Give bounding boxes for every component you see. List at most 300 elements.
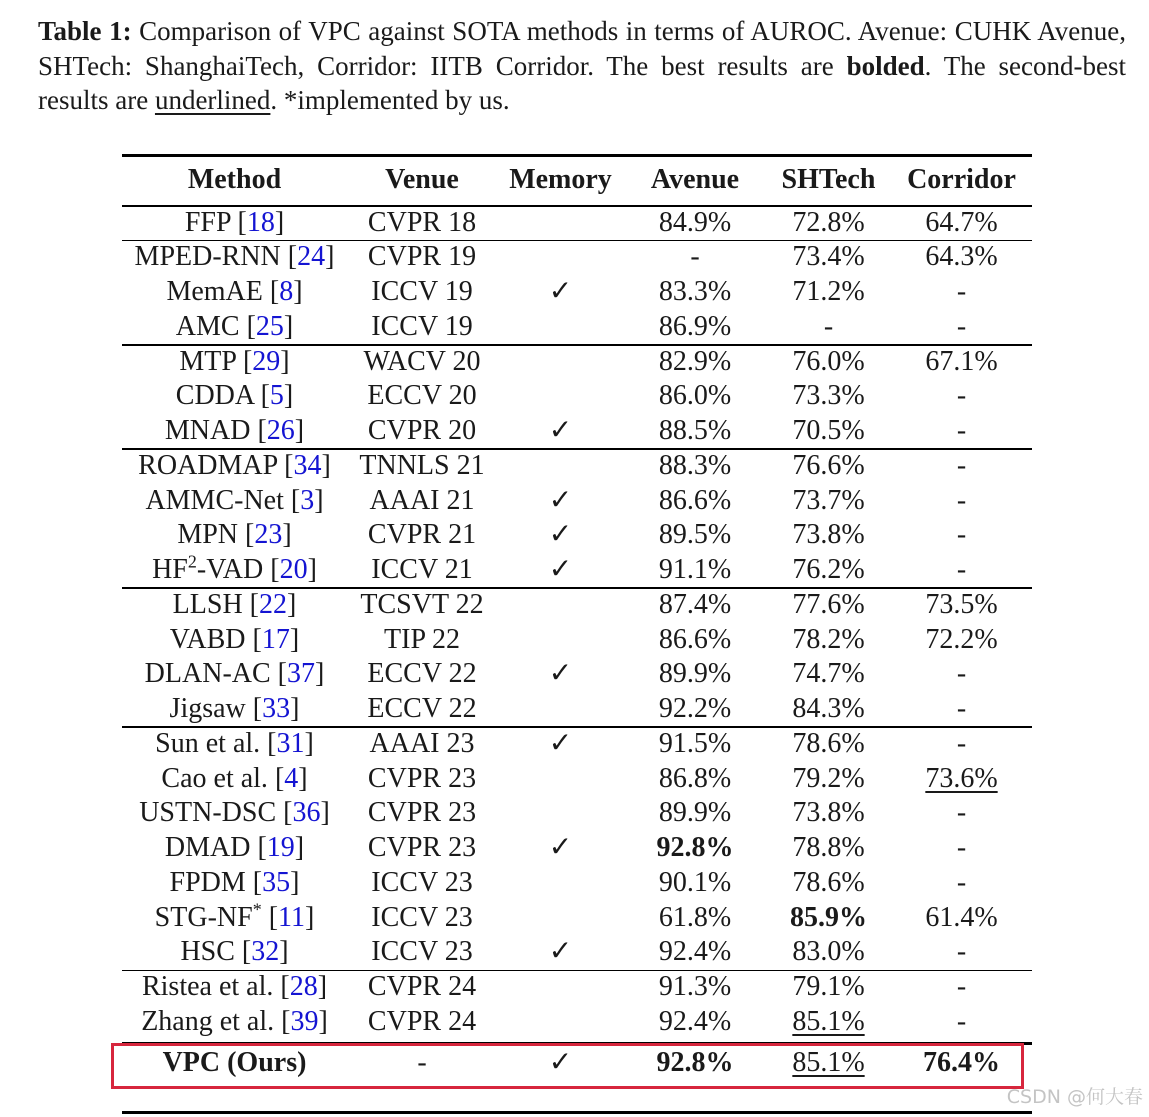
table-row: [122, 449, 1032, 484]
shtech-value: 85.9%: [790, 901, 867, 933]
shtech-value: 76.0%: [792, 345, 865, 377]
corridor-cell: [891, 518, 1032, 553]
shtech-cell: [766, 1005, 891, 1040]
method-cell: HSC [32]: [180, 936, 289, 968]
venue-cell: [347, 657, 497, 692]
avenue-value: 86.8%: [658, 762, 732, 794]
avenue-cell: [624, 240, 766, 275]
corridor-cell: [891, 449, 1032, 484]
venue-value: ICCV 23: [371, 901, 473, 933]
method-name: MNAD: [164, 415, 251, 446]
table-row: [122, 657, 1032, 692]
shtech-value: 72.8%: [792, 206, 865, 238]
corridor-value: -: [956, 658, 967, 690]
method-cell: MPED-RNN [24]: [134, 241, 335, 273]
citation-link[interactable]: 35: [262, 866, 291, 898]
method-name: MPN: [177, 519, 239, 551]
venue-cell: [347, 935, 497, 970]
shtech-value: 76.6%: [792, 449, 865, 481]
corridor-value: -: [956, 1005, 967, 1037]
citation-link[interactable]: 23: [254, 519, 283, 551]
venue-cell: [347, 692, 497, 727]
method-cell: $HF^2$-VAD [20]: [152, 551, 317, 585]
memory-cell: [497, 727, 624, 762]
shtech-value: 73.8%: [792, 797, 865, 829]
table-row: [122, 414, 1032, 449]
method-name: Zhang et al.: [141, 1005, 275, 1037]
corridor-cell: [891, 970, 1032, 1005]
header-avenue: Avenue: [650, 164, 740, 195]
avenue-value: 88.3%: [658, 449, 732, 481]
method-name: FFP: [184, 206, 231, 238]
shtech-cell: [766, 657, 891, 692]
table-row: [122, 796, 1032, 831]
header-shtech: SHTech: [781, 164, 876, 195]
method-name: STG-NF: [154, 901, 253, 933]
shtech-value: -: [823, 310, 834, 342]
corridor-value: -: [956, 832, 967, 863]
citation-link[interactable]: 34: [293, 449, 322, 481]
corridor-cell: [891, 657, 1032, 692]
avenue-value: 86.6%: [658, 623, 732, 655]
venue-value: AAAI 21: [369, 484, 475, 516]
venue-value: ICCV 19: [371, 276, 473, 307]
ours-highlight-box: [111, 1043, 1024, 1089]
corridor-cell: [891, 935, 1032, 970]
table-row: [122, 588, 1032, 623]
citation-link[interactable]: 37: [287, 658, 315, 690]
venue-cell: [347, 762, 497, 797]
table-row: [122, 275, 1032, 310]
method-name: DMAD: [164, 832, 251, 863]
avenue-cell: [624, 588, 766, 623]
shtech-value: 78.8%: [792, 832, 865, 863]
caption-label: Table 1:: [38, 16, 132, 46]
table-row: [122, 970, 1032, 1005]
corridor-cell: [891, 484, 1032, 519]
corridor-value: -: [956, 866, 967, 898]
avenue-cell: [624, 206, 766, 241]
corridor-value: -: [956, 415, 967, 446]
citation-link[interactable]: 24: [297, 241, 326, 273]
shtech-value: 85.1%: [792, 1005, 865, 1037]
memory-cell: [497, 657, 624, 692]
citation-link[interactable]: 28: [289, 971, 318, 1002]
corridor-value: 73.6%: [925, 762, 998, 794]
avenue-cell: [624, 1005, 766, 1040]
shtech-value: 73.7%: [792, 484, 865, 516]
venue-value: CVPR 24: [367, 1005, 477, 1037]
shtech-cell: [766, 310, 891, 345]
shtech-cell: [766, 379, 891, 414]
table-row: [122, 518, 1032, 553]
venue-cell: [347, 449, 497, 484]
avenue-value: 92.4%: [658, 1005, 732, 1037]
header-method: Method: [187, 164, 282, 195]
corridor-value: 61.4%: [925, 901, 998, 933]
method-cell: MPN [23]: [177, 519, 292, 551]
venue-cell: [347, 310, 497, 345]
avenue-value: 90.1%: [658, 866, 732, 898]
venue-value: AAAI 23: [369, 727, 475, 759]
venue-value: ECCV 22: [367, 693, 477, 724]
shtech-value: 78.6%: [792, 727, 865, 759]
method-cell: ROADMAP [34]: [138, 449, 331, 481]
avenue-cell: [624, 901, 766, 936]
shtech-cell: [766, 275, 891, 310]
method-name: HF: [152, 554, 188, 585]
method-name: VABD: [169, 623, 246, 655]
shtech-value: 71.2%: [792, 276, 865, 307]
table-row: [122, 692, 1032, 727]
method-name: Jigsaw: [169, 693, 246, 724]
corridor-cell: [891, 796, 1032, 831]
corridor-cell: [891, 414, 1032, 449]
venue-cell: [347, 588, 497, 623]
method-name: Cao et al.: [161, 762, 268, 794]
shtech-cell: [766, 206, 891, 241]
table-row: [122, 1005, 1032, 1040]
venue-value: WACV 20: [363, 345, 481, 377]
avenue-cell: [624, 484, 766, 519]
method-name: MTP: [179, 345, 236, 377]
table-row: [122, 727, 1032, 762]
shtech-cell: [766, 518, 891, 553]
shtech-cell: [766, 796, 891, 831]
table-row: [122, 901, 1032, 936]
corridor-value: -: [956, 276, 967, 307]
method-cell: LLSH [22]: [172, 588, 297, 620]
method-cell: VABD [17]: [169, 623, 300, 655]
corridor-value: -: [956, 936, 967, 968]
corridor-cell: [891, 240, 1032, 275]
avenue-value: -: [690, 241, 700, 273]
table-row: [122, 553, 1032, 588]
watermark: CSDN @何大春: [1006, 1086, 1143, 1108]
avenue-cell: [624, 414, 766, 449]
shtech-value: 79.2%: [792, 762, 865, 794]
shtech-cell: [766, 762, 891, 797]
venue-cell: [347, 866, 497, 901]
method-cell: Sun et al. [31]: [155, 727, 314, 759]
method-name: CDDA: [175, 380, 254, 412]
avenue-value: 83.3%: [658, 276, 732, 307]
avenue-cell: [624, 935, 766, 970]
citation-link[interactable]: 36: [292, 797, 321, 829]
method-cell: FFP [18]: [184, 206, 285, 238]
shtech-value: 73.4%: [792, 241, 865, 273]
header-memory: Memory: [509, 164, 612, 195]
memory-value: ✓: [548, 554, 573, 585]
venue-value: ICCV 23: [371, 936, 473, 968]
citation-link[interactable]: 18: [246, 206, 275, 238]
citation-link[interactable]: 22: [259, 588, 287, 620]
memory-value: ✓: [548, 936, 573, 968]
method-name: Ristea et al.: [141, 971, 274, 1002]
citation-link[interactable]: 5: [269, 380, 284, 412]
shtech-cell: [766, 727, 891, 762]
corridor-cell: [891, 901, 1032, 936]
method-cell: Zhang et al. [39]: [141, 1005, 328, 1037]
venue-cell: [347, 240, 497, 275]
corridor-cell: [891, 727, 1032, 762]
avenue-cell: [624, 623, 766, 658]
avenue-value: 86.0%: [658, 380, 732, 412]
shtech-value: 70.5%: [792, 415, 865, 446]
venue-value: TIP 22: [384, 623, 460, 655]
avenue-cell: [624, 727, 766, 762]
avenue-cell: [624, 275, 766, 310]
venue-cell: [347, 518, 497, 553]
venue-value: CVPR 20: [367, 415, 477, 446]
caption-text-b: . The second-best results are: [38, 50, 1126, 115]
table-row: [122, 935, 1032, 970]
corridor-value: -: [956, 971, 967, 1002]
method-cell: AMMC-Net [3]: [145, 484, 324, 516]
method-name: Sun et al.: [155, 727, 261, 759]
corridor-value: -: [956, 727, 967, 759]
avenue-value: 89.5%: [658, 519, 732, 551]
ours-shtech-value: 85.1%: [792, 1047, 865, 1078]
venue-value: CVPR 19: [367, 241, 477, 273]
shtech-cell: [766, 553, 891, 588]
method-cell: USTN-DSC [36]: [139, 797, 330, 829]
method-cell: Cao et al. [4]: [161, 762, 308, 794]
corridor-cell: [891, 623, 1032, 658]
memory-value: ✓: [548, 484, 573, 516]
caption-text-c: . *implemented by us.: [270, 85, 510, 115]
shtech-value: 77.6%: [792, 588, 865, 620]
venue-cell: [347, 1005, 497, 1040]
corridor-value: -: [956, 380, 967, 412]
avenue-value: 88.5%: [658, 415, 732, 446]
avenue-value: 87.4%: [658, 588, 732, 620]
shtech-cell: [766, 414, 891, 449]
citation-link[interactable]: 4: [284, 762, 299, 794]
venue-cell: [347, 379, 497, 414]
avenue-value: 89.9%: [658, 658, 732, 690]
method-cell: DLAN-AC [37]: [144, 658, 325, 690]
memory-value: ✓: [548, 832, 573, 863]
venue-cell: [347, 901, 497, 936]
corridor-value: -: [956, 693, 967, 724]
method-cell: MNAD [26]: [164, 415, 305, 446]
table-row: [122, 206, 1032, 241]
venue-cell: [347, 553, 497, 588]
avenue-cell: [624, 449, 766, 484]
avenue-value: 86.6%: [658, 484, 732, 516]
method-cell: MTP [29]: [179, 345, 290, 377]
table-row: [122, 484, 1032, 519]
memory-cell: [497, 553, 624, 588]
method-name: DLAN-AC: [144, 658, 271, 690]
method-cell: DMAD [19]: [164, 832, 305, 863]
venue-cell: [347, 970, 497, 1005]
memory-cell: [497, 518, 624, 553]
corridor-value: 67.1%: [925, 345, 998, 377]
avenue-cell: [624, 310, 766, 345]
avenue-cell: [624, 518, 766, 553]
venue-value: CVPR 23: [367, 797, 477, 829]
avenue-value: 92.4%: [658, 936, 732, 968]
table-row: [122, 831, 1032, 866]
avenue-cell: [624, 553, 766, 588]
memory-cell: [497, 484, 624, 519]
corridor-value: -: [956, 797, 967, 829]
avenue-value: 92.2%: [658, 693, 732, 724]
avenue-cell: [624, 762, 766, 797]
method-superscript: 2: [187, 551, 197, 572]
venue-cell: [347, 831, 497, 866]
avenue-value: 82.9%: [658, 345, 732, 377]
venue-value: CVPR 23: [367, 762, 477, 794]
shtech-cell: [766, 484, 891, 519]
shtech-cell: [766, 240, 891, 275]
venue-cell: [347, 414, 497, 449]
caption-text-a: Comparison of VPC against SOTA methods in terms of AUROC. Avenue: CUHK Avenue, SHTech: ShanghaiTech, Corridor: IITB Corridor. The best results are: [38, 16, 1126, 81]
corridor-value: -: [956, 449, 967, 481]
corridor-cell: [891, 762, 1032, 797]
shtech-cell: [766, 970, 891, 1005]
caption-bold-word: bolded: [846, 50, 925, 81]
avenue-cell: [624, 796, 766, 831]
table-row: [122, 623, 1032, 658]
memory-cell: [497, 414, 624, 449]
method-cell: FPDM [35]: [169, 866, 300, 898]
venue-value: CVPR 23: [367, 832, 477, 863]
avenue-value: 61.8%: [658, 901, 732, 933]
memory-cell: [497, 831, 624, 866]
bottom-rule: [122, 1111, 1032, 1114]
corridor-value: -: [956, 554, 967, 585]
header-corridor: Corridor: [907, 164, 1016, 195]
ours-memory: ✓: [548, 1047, 573, 1078]
avenue-value: 91.3%: [658, 971, 732, 1002]
citation-link[interactable]: 20: [279, 554, 308, 585]
method-cell: AMC [25]: [175, 310, 294, 342]
corridor-value: -: [956, 484, 967, 516]
avenue-cell: [624, 379, 766, 414]
shtech-cell: [766, 935, 891, 970]
venue-value: ECCV 22: [367, 658, 477, 690]
memory-value: ✓: [548, 415, 573, 446]
shtech-cell: [766, 901, 891, 936]
method-cell: Ristea et al. [28]: [141, 971, 328, 1002]
citation-link[interactable]: 11: [278, 901, 305, 933]
citation-link[interactable]: 8: [279, 276, 294, 307]
avenue-value: 91.1%: [658, 554, 732, 585]
table-row: [122, 345, 1032, 380]
table-row: [122, 379, 1032, 414]
caption-underline-word: underlined: [154, 85, 271, 115]
corridor-cell: [891, 310, 1032, 345]
citation-link[interactable]: 33: [262, 693, 291, 724]
corridor-value: -: [956, 519, 967, 551]
venue-cell: [347, 206, 497, 241]
shtech-cell: [766, 831, 891, 866]
venue-value: ECCV 20: [367, 380, 477, 412]
shtech-cell: [766, 449, 891, 484]
citation-link[interactable]: 31: [276, 727, 305, 759]
citation-link[interactable]: 17: [261, 623, 290, 655]
header-row: [122, 163, 1032, 198]
citation-link[interactable]: 26: [266, 415, 295, 446]
method-name: AMC: [175, 310, 240, 342]
memory-value: ✓: [548, 727, 573, 759]
method-cell: MemAE [8]: [166, 276, 303, 307]
venue-cell: [347, 623, 497, 658]
citation-link[interactable]: 32: [251, 936, 280, 968]
venue-cell: [347, 275, 497, 310]
venue-cell: [347, 727, 497, 762]
memory-value: ✓: [548, 519, 573, 551]
table-row: [122, 240, 1032, 275]
shtech-value: 84.3%: [792, 693, 865, 724]
venue-value: CVPR 18: [367, 206, 477, 238]
ours-avenue: 92.8%: [656, 1047, 734, 1078]
corridor-value: 64.7%: [925, 206, 998, 238]
method-name: USTN-DSC: [139, 797, 277, 829]
table-row: [122, 866, 1032, 901]
citation-link[interactable]: 29: [252, 345, 281, 377]
avenue-cell: [624, 831, 766, 866]
corridor-value: 64.3%: [925, 241, 998, 273]
method-name: AMMC-Net: [145, 484, 284, 516]
shtech-cell: [766, 588, 891, 623]
method-name-suffix: -VAD: [196, 554, 264, 585]
venue-cell: [347, 796, 497, 831]
citation-link[interactable]: 25: [255, 310, 284, 342]
memory-cell: [497, 935, 624, 970]
ours-venue: -: [417, 1047, 427, 1078]
citation-link[interactable]: 3: [300, 484, 315, 516]
avenue-cell: [624, 657, 766, 692]
shtech-value: 79.1%: [792, 971, 865, 1002]
citation-link[interactable]: 39: [290, 1005, 319, 1037]
venue-cell: [347, 345, 497, 380]
avenue-value: 86.9%: [658, 310, 732, 342]
avenue-value: 92.8%: [656, 832, 734, 863]
corridor-cell: [891, 275, 1032, 310]
method-name: FPDM: [169, 866, 246, 898]
citation-link[interactable]: 19: [266, 832, 295, 863]
ours-corridor: 76.4%: [923, 1047, 1000, 1078]
memory-value: ✓: [548, 276, 573, 307]
memory-value: ✓: [548, 658, 573, 690]
ours-method: VPC (Ours): [162, 1047, 307, 1078]
corridor-cell: [891, 379, 1032, 414]
method-name: MPED-RNN: [134, 241, 281, 273]
shtech-value: 73.3%: [792, 380, 865, 412]
venue-value: CVPR 24: [367, 971, 477, 1002]
corridor-cell: [891, 206, 1032, 241]
top-rule: [122, 154, 1032, 157]
venue-value: ICCV 19: [371, 310, 473, 342]
method-superscript: *: [252, 899, 262, 920]
avenue-cell: [624, 866, 766, 901]
table-caption: [38, 14, 1126, 118]
shtech-cell: [766, 345, 891, 380]
corridor-cell: [891, 866, 1032, 901]
table-row: [122, 762, 1032, 797]
method-cell: STG-NF* [11]: [154, 899, 315, 933]
shtech-value: 73.8%: [792, 519, 865, 551]
shtech-cell: [766, 692, 891, 727]
method-cell: CDDA [5]: [175, 380, 294, 412]
avenue-value: 84.9%: [658, 206, 732, 238]
method-name: LLSH: [172, 588, 243, 620]
corridor-value: -: [956, 310, 967, 342]
